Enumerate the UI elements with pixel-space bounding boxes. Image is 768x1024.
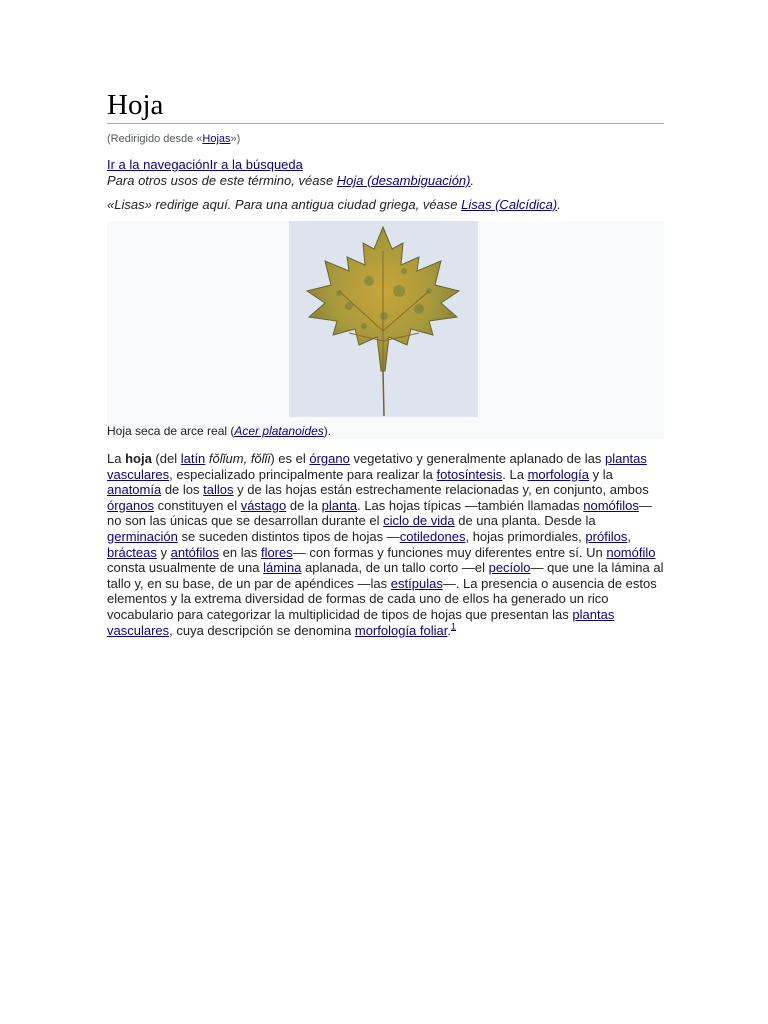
caption-prefix: Hoja seca de arce real ( [107, 424, 235, 438]
jump-to-navigation-link[interactable]: Ir a la navegación [107, 157, 210, 172]
text: —. La presencia o ausencia de estos elementos y la extrema diversidad de formas de cada uno de ellos ha generado un rico vocabulario para categorizar la multiplicidad de tipos de hojas que presentan las [107, 575, 657, 622]
figure-thumb [107, 221, 664, 439]
link-nomofilo[interactable]: nomófilo [606, 544, 656, 560]
link-anatomia[interactable]: anatomía [107, 482, 162, 498]
link-organo[interactable]: órgano [309, 451, 350, 466]
hatnote-end: . [557, 197, 561, 212]
text: en las [219, 544, 261, 560]
text: — que une la lámina al tallo y, en su base, de un par de apéndices —las [107, 560, 664, 591]
disambiguation-link[interactable]: Hoja (desambiguación) [336, 173, 471, 188]
link-fotosintesis[interactable]: fotosíntesis [436, 466, 503, 482]
redirect-prefix: (Redirigido desde « [107, 133, 203, 145]
text: vegetativo y generalmente aplanado de las [349, 451, 605, 466]
link-tallos[interactable]: tallos [203, 482, 234, 498]
link-germinacion[interactable]: germinación [107, 528, 178, 544]
bold-term: hoja [125, 451, 152, 466]
text: (del [151, 451, 181, 466]
hatnote-text: Para otros usos de este término, véase [107, 173, 337, 188]
article [107, 88, 664, 638]
hatnote-text: «Lisas» redirige aquí. Para una antigua ciudad griega, véase [107, 197, 462, 212]
intro-paragraph [107, 451, 664, 638]
link-latin[interactable]: latín [180, 451, 206, 466]
redirect-note [107, 132, 664, 146]
maple-leaf-image[interactable] [289, 221, 478, 417]
text: y la [589, 466, 613, 482]
link-plantas-vasculares[interactable]: plantas vasculares [107, 451, 647, 482]
link-planta[interactable]: planta [321, 497, 358, 513]
link-profilos[interactable]: prófilos [585, 528, 628, 544]
lisas-link[interactable]: Lisas (Calcídica) [461, 197, 558, 212]
text: de los [161, 482, 204, 498]
acer-platanoides-link[interactable]: Acer platanoides [234, 424, 324, 438]
figure-caption [107, 424, 331, 438]
text: se suceden distintos tipos de hojas — [177, 528, 400, 544]
text: y [156, 544, 171, 560]
text: , especializado principalmente para realizar la [169, 466, 437, 482]
redirect-link[interactable]: Hojas [202, 133, 231, 145]
jump-links [107, 157, 664, 173]
text: — no son las únicas que se desarrollan durante el [107, 497, 652, 529]
link-organos[interactable]: órganos [107, 497, 154, 513]
text: aplanada, de un tallo corto —el [301, 560, 489, 576]
link-plantas-vasculares-2[interactable]: plantas vasculares [107, 606, 615, 638]
redirect-suffix: ») [230, 133, 241, 145]
caption-suffix: ). [323, 424, 332, 438]
text: constituyen el [153, 497, 241, 513]
hatnote-lisas [107, 197, 664, 213]
latin-term: fŏlĭum, fŏlĭi [208, 451, 271, 466]
text: . La [502, 466, 528, 482]
text: de la [286, 497, 322, 513]
text: — con formas y funciones muy diferentes entre sí. Un [292, 544, 607, 560]
text: , cuya descripción se denomina [169, 622, 355, 638]
jump-to-search-link[interactable]: Ir a la búsqueda [209, 157, 303, 172]
hatnote-end: . [470, 173, 475, 188]
link-estipulas[interactable]: estípulas [390, 575, 443, 591]
page-title: Hoja [107, 88, 664, 124]
text: , hojas primordiales, [465, 528, 586, 544]
reference-link[interactable]: 1 [450, 621, 456, 632]
link-lamina[interactable]: lámina [263, 560, 302, 576]
text: de una planta. Desde la [454, 513, 596, 529]
link-peciolo[interactable]: pecíolo [488, 560, 531, 576]
text: . Las hojas típicas —también llamadas [357, 497, 584, 513]
link-nomofilos[interactable]: nomófilos [583, 497, 639, 513]
link-morfologia[interactable]: morfología [527, 466, 589, 482]
link-flores[interactable]: flores [260, 544, 293, 560]
link-ciclo-de-vida[interactable]: ciclo de vida [383, 513, 455, 529]
link-bracteas[interactable]: brácteas [107, 544, 157, 560]
text: La [107, 451, 126, 466]
text: consta usualmente de una [107, 560, 264, 576]
link-antofilos[interactable]: antófilos [170, 544, 220, 560]
link-morfologia-foliar[interactable]: morfología foliar [354, 622, 448, 638]
text: ) es el [270, 451, 310, 466]
text: y de las hojas están estrechamente relacionadas y, en conjunto, ambos [233, 482, 649, 498]
link-cotiledones[interactable]: cotiledones [399, 528, 466, 544]
hatnote-disambiguation [107, 173, 664, 189]
link-vastago[interactable]: vástago [240, 497, 287, 513]
text: , [627, 528, 631, 544]
text: . [447, 622, 451, 638]
